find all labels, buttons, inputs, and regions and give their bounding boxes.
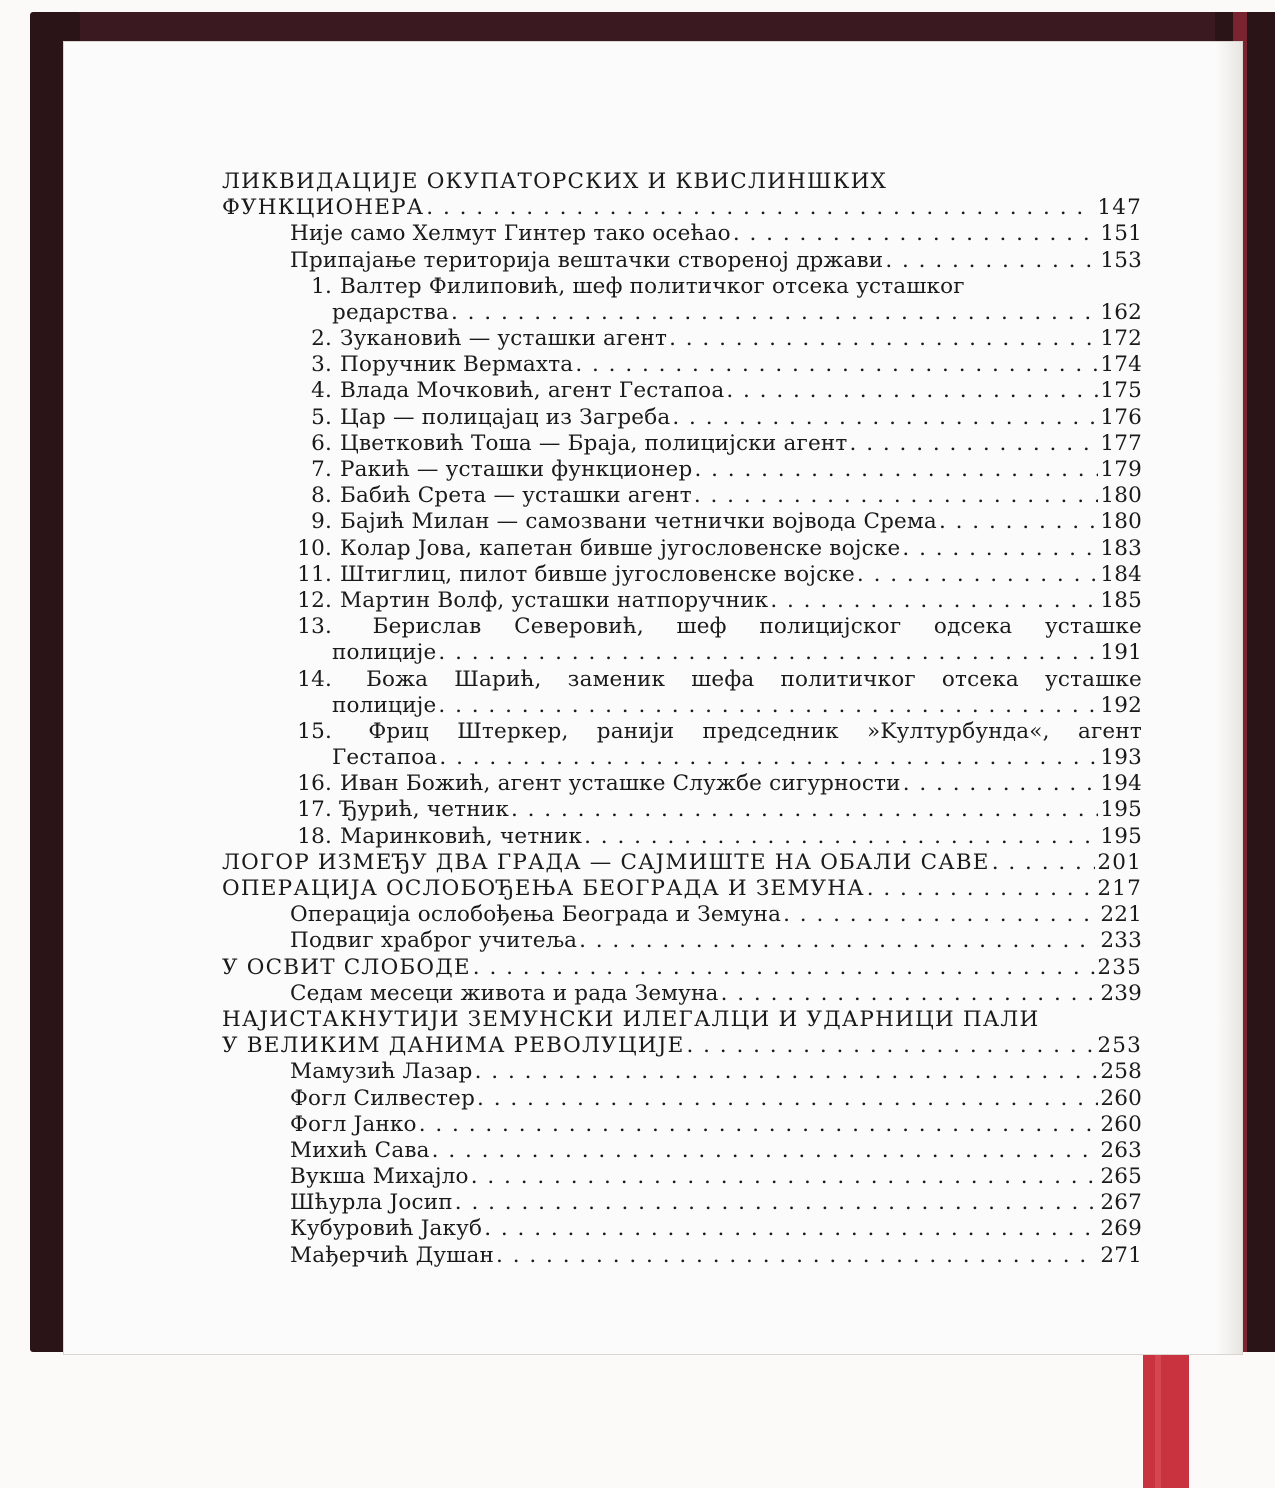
toc-entry-list — [222, 902, 1142, 954]
entry-number: 1. — [311, 273, 332, 299]
toc-entry-title: Ракић — усташки функционер — [340, 457, 693, 483]
toc-entry-title: Бајић Милан — самозвани четнички војвода Срема — [340, 509, 937, 535]
page-gutter — [1216, 42, 1242, 1354]
dot-leader — [455, 1190, 1099, 1216]
toc-entry-title: Маринковић, четник — [340, 823, 583, 849]
toc-entry — [222, 640, 1142, 666]
toc-entry-list — [222, 1059, 1142, 1269]
page-number: 239 — [1100, 980, 1142, 1006]
entry-number: 4. — [311, 378, 332, 404]
toc-entry-title: полиције — [332, 692, 437, 718]
page-number: 235 — [1097, 954, 1142, 980]
page-number: 191 — [1100, 640, 1142, 666]
toc-entry-title: Штиглиц, пилот бивше југословенске војске — [340, 561, 855, 587]
toc-entry — [222, 614, 1142, 640]
page-number: 180 — [1100, 483, 1142, 509]
toc-entry — [222, 588, 1142, 614]
page-number: 269 — [1100, 1216, 1142, 1242]
page-number: 183 — [1100, 535, 1142, 561]
toc-entry — [222, 562, 1142, 588]
page-number: 185 — [1100, 587, 1142, 613]
entry-number: 10. — [297, 535, 332, 561]
page-number: 177 — [1100, 430, 1142, 456]
dot-leader — [473, 955, 1096, 981]
dot-leader — [939, 509, 1098, 535]
toc-entry — [222, 1059, 1142, 1085]
dot-leader — [885, 248, 1098, 274]
page-number: 180 — [1100, 509, 1142, 535]
entry-number: 5. — [311, 404, 332, 430]
dot-leader — [451, 300, 1098, 326]
toc-entry-title: Цар — полицајац из Загреба — [340, 404, 671, 430]
entry-number: 2. — [311, 326, 332, 352]
toc-entry-title: Поручник Вермахта — [340, 352, 574, 378]
toc-section — [222, 1033, 1142, 1059]
page-number: 192 — [1100, 692, 1142, 718]
toc-entry-title: Цветковић Тоша — Браја, полицијски агент — [340, 430, 848, 456]
dot-leader — [439, 745, 1098, 771]
entry-number: 17. — [297, 797, 332, 823]
page-number: 176 — [1100, 404, 1142, 430]
toc-entry-title: Кубуровић Јакуб — [290, 1216, 483, 1242]
dot-leader — [733, 221, 1099, 247]
dot-leader — [477, 1086, 1098, 1112]
toc-entry-word: Шарић, — [454, 666, 542, 692]
page-number: 174 — [1100, 352, 1142, 378]
toc-entry — [222, 1086, 1142, 1112]
toc-entry-title: Мартин Волф, усташки натпоручник — [340, 587, 769, 613]
dot-leader — [726, 378, 1098, 404]
toc-section — [222, 850, 1142, 876]
toc-entry-word: Божа — [366, 666, 429, 692]
page-number: 175 — [1100, 378, 1142, 404]
page-number: 162 — [1100, 299, 1142, 325]
toc-entry-title: Вукша Михајло — [290, 1164, 469, 1190]
toc-entry — [222, 981, 1142, 1007]
page-number: 263 — [1100, 1137, 1142, 1163]
dot-leader — [857, 562, 1098, 588]
dot-leader — [669, 326, 1098, 352]
entry-number: 9. — [311, 509, 332, 535]
toc-entry-title: Фогл Јанко — [290, 1111, 417, 1137]
dot-leader — [867, 876, 1096, 902]
toc-entry — [222, 326, 1142, 352]
toc-entry-word: шефа — [691, 666, 755, 692]
toc-entry-title: Зукановић — усташки агент — [340, 326, 668, 352]
toc-entry-word: Берислав — [372, 614, 482, 640]
dot-leader — [721, 981, 1099, 1007]
toc-entry-title: Бабић Срета — усташки агент — [340, 483, 692, 509]
dot-leader — [579, 928, 1098, 954]
page-number: 221 — [1100, 902, 1142, 928]
toc-entry-word: заменик — [567, 666, 666, 692]
entry-number: 7. — [311, 457, 332, 483]
entry-number: 8. — [311, 483, 332, 509]
toc-entry-word: отсека — [941, 666, 1019, 692]
toc-entry-title: Седам месеци живота и рада Земуна — [290, 980, 719, 1006]
toc-entry — [222, 719, 1142, 745]
toc-entry-word: Северовић, — [514, 614, 644, 640]
page-number: 253 — [1097, 1033, 1142, 1059]
toc-entry — [222, 457, 1142, 483]
toc-section — [222, 195, 1142, 221]
toc-entry — [222, 300, 1142, 326]
dot-leader — [438, 693, 1098, 719]
toc-entry — [222, 1138, 1142, 1164]
dot-leader — [672, 405, 1098, 431]
page-number: 194 — [1100, 771, 1142, 797]
toc-entry — [222, 536, 1142, 562]
page-number: 193 — [1100, 745, 1142, 771]
dot-leader — [992, 850, 1096, 876]
toc-entry — [222, 1243, 1142, 1269]
dot-leader — [783, 902, 1098, 928]
toc-entry-title: редарства — [332, 299, 449, 325]
toc-entry-word: полицијског — [759, 614, 902, 640]
toc-entry — [222, 379, 1142, 405]
toc-entry-title: полиције — [332, 640, 437, 666]
page-number: 172 — [1100, 326, 1142, 352]
bookmark-ribbon — [1143, 1350, 1189, 1488]
dot-leader — [426, 195, 1095, 221]
entry-number: 15. — [297, 718, 332, 744]
page-number: 153 — [1100, 247, 1142, 273]
toc-entry — [222, 509, 1142, 535]
toc-entry-word: одсека — [933, 614, 1013, 640]
page-number: 258 — [1100, 1059, 1142, 1085]
toc-entry — [222, 221, 1142, 247]
toc-section-title: ЛИКВИДАЦИЈЕ ОКУПАТОРСКИХ И КВИСЛИНШКИХ — [222, 169, 888, 194]
toc-entry-word: усташке — [1045, 666, 1142, 692]
toc-entry — [222, 431, 1142, 457]
dot-leader — [770, 588, 1098, 614]
toc-entry — [222, 771, 1142, 797]
dot-leader — [475, 1059, 1099, 1085]
toc-entry-title: Влада Мочковић, агент Гестапоа — [340, 378, 725, 404]
toc-entry-title: Припајање територија вештачки створеној држави — [290, 247, 884, 273]
dot-leader — [694, 457, 1098, 483]
toc-entry — [222, 248, 1142, 274]
page-number: 147 — [1097, 195, 1142, 221]
toc-entry-title: Иван Божић, агент усташке Службе сигурности — [340, 771, 901, 797]
toc-section — [222, 955, 1142, 981]
page-number: 233 — [1100, 928, 1142, 954]
toc-entry — [222, 1190, 1142, 1216]
dot-leader — [438, 640, 1098, 666]
toc-entry-word: Штеркер, — [457, 718, 569, 744]
toc-entry — [222, 693, 1142, 719]
toc-entry — [222, 1217, 1142, 1243]
dot-leader — [432, 1138, 1099, 1164]
dot-leader — [584, 824, 1098, 850]
entry-number: 14. — [297, 666, 332, 692]
toc-section-title: У ВЕЛИКИМ ДАНИМА РЕВОЛУЦИЈЕ — [222, 1033, 685, 1059]
page-number: 195 — [1100, 823, 1142, 849]
toc-entry — [222, 274, 1142, 300]
toc-entry — [222, 1112, 1142, 1138]
toc-entry-title: Колар Јова, капетан бивше југословенске војске — [340, 535, 901, 561]
entry-number: 6. — [311, 430, 332, 456]
toc-entry-list — [222, 326, 1142, 614]
page-number: 184 — [1100, 561, 1142, 587]
toc-entry-word: агент — [1077, 718, 1142, 744]
toc-entry-title: Михић Сава — [290, 1137, 430, 1163]
dot-leader — [850, 431, 1099, 457]
toc-entry-title: Мађерчић Душан — [290, 1242, 495, 1268]
table-of-contents — [222, 169, 1142, 1269]
toc-section-title: ЛОГОР ИЗМЕЂУ ДВА ГРАДА — САЈМИШТЕ НА ОБАЛИ САВЕ — [222, 849, 990, 875]
dot-leader — [694, 483, 1099, 509]
toc-entry — [222, 1164, 1142, 1190]
page-number: 217 — [1097, 876, 1142, 902]
page-number: 179 — [1100, 457, 1142, 483]
toc-section-title: ОПЕРАЦИЈА ОСЛОБОЂЕЊА БЕОГРАДА И ЗЕМУНА — [222, 876, 865, 902]
dot-leader — [496, 1243, 1098, 1269]
entry-number: 13. — [297, 614, 332, 640]
toc-entry-word: ранији — [596, 718, 675, 744]
toc-entry-title: Валтер Филиповић, шеф политичког отсека усташког — [340, 273, 965, 299]
toc-entry — [222, 745, 1142, 771]
page-number: 151 — [1100, 221, 1142, 247]
toc-section-title: НАЈИСТАКНУТИЈИ ЗЕМУНСКИ ИЛЕГАЛЦИ И УДАРНИЦИ ПАЛИ — [222, 1007, 1040, 1032]
page-number: 260 — [1100, 1111, 1142, 1137]
toc-entry — [222, 667, 1142, 693]
page-number: 201 — [1097, 849, 1142, 875]
toc-entry-title: Подвиг храброг учитеља — [290, 928, 578, 954]
dot-leader — [484, 1216, 1098, 1242]
entry-number: 12. — [297, 587, 332, 613]
entry-number: 11. — [297, 561, 332, 587]
toc-section-title: ФУНКЦИОНЕРА — [222, 195, 425, 221]
dot-leader — [471, 1164, 1099, 1190]
toc-section-title: У ОСВИТ СЛОБОДЕ — [222, 954, 471, 980]
toc-entry-title: Фогл Силвестер — [290, 1085, 476, 1111]
dot-leader — [575, 352, 1098, 378]
page-number: 195 — [1100, 797, 1142, 823]
dot-leader — [903, 771, 1099, 797]
page-number: 265 — [1100, 1164, 1142, 1190]
toc-entry-word: усташке — [1044, 614, 1142, 640]
dot-leader — [511, 797, 1098, 823]
toc-entry-word: »Kултурбунда«, — [867, 718, 1050, 744]
toc-entry-title: Шћурла Јосип — [290, 1190, 453, 1216]
toc-entry-title: Мамузић Лазар — [290, 1059, 473, 1085]
toc-entry-list — [222, 771, 1142, 850]
toc-entry-word: Фриц — [368, 718, 429, 744]
toc-entry-title: Операција ослобођења Београда и Земуна — [290, 902, 782, 928]
toc-entry — [222, 824, 1142, 850]
toc-entry-word: политичког — [780, 666, 916, 692]
entry-number: 16. — [297, 771, 332, 797]
entry-number: 18. — [297, 823, 332, 849]
toc-section — [222, 876, 1142, 902]
dot-leader — [686, 1033, 1095, 1059]
dot-leader — [902, 536, 1098, 562]
toc-entry — [222, 483, 1142, 509]
toc-entry — [222, 798, 1142, 824]
toc-entry-title: Гестапоа — [332, 745, 438, 771]
toc-entry — [222, 928, 1142, 954]
toc-entry — [222, 352, 1142, 378]
entry-number: 3. — [311, 352, 332, 378]
toc-entry — [222, 902, 1142, 928]
toc-entry-list — [222, 981, 1142, 1007]
toc-entry-word: председник — [702, 718, 839, 744]
toc-entry-word: шеф — [676, 614, 727, 640]
dot-leader — [419, 1112, 1099, 1138]
page-number: 267 — [1100, 1190, 1142, 1216]
toc-entry — [222, 405, 1142, 431]
toc-entry-title: Није само Хелмут Гинтер тако осећао — [290, 221, 731, 247]
toc-entry-title: Ђурић, четник — [340, 797, 509, 823]
page-number: 271 — [1100, 1242, 1142, 1268]
page-number: 260 — [1100, 1085, 1142, 1111]
